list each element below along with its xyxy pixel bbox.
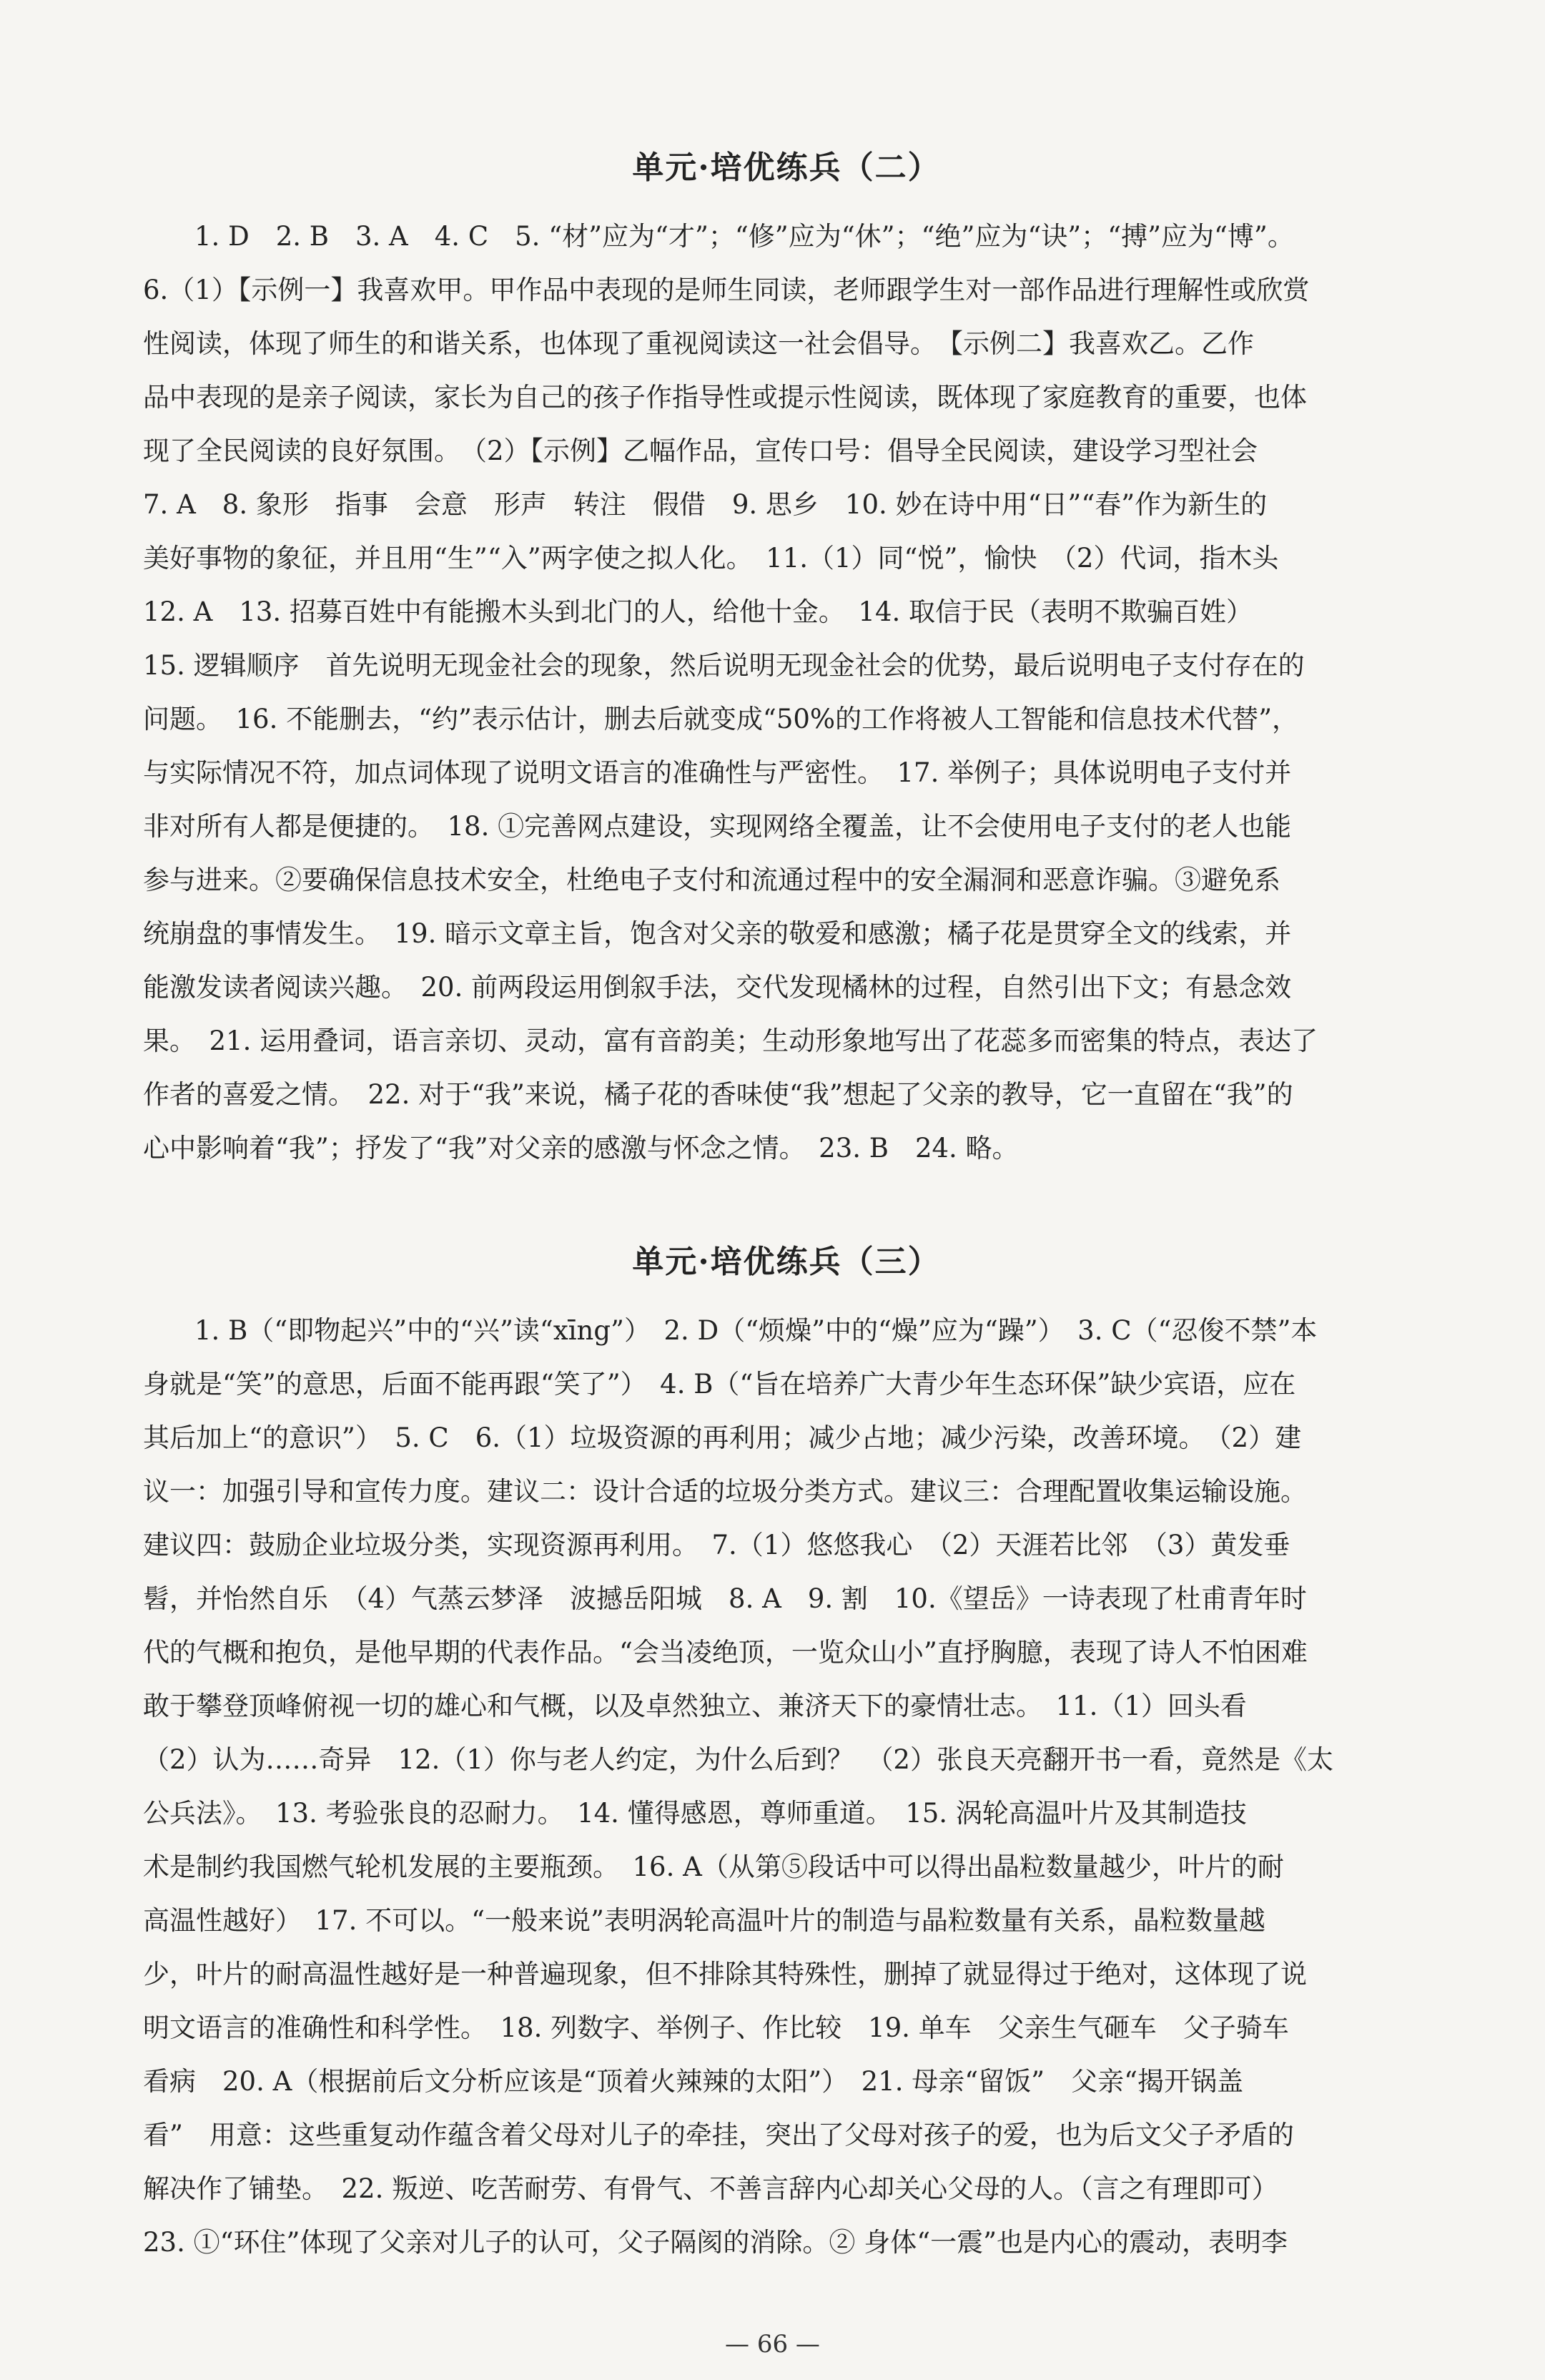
answer-line: 解决作了铺垫。 22. 叛逆、吃苦耐劳、有骨气、不善言辞内心却关心父母的人。（言之有理即可） — [143, 2173, 1278, 2204]
answer-line: 公兵法》。 13. 考验张良的忍耐力。 14. 懂得感恩，尊师重道。 15. 涡轮高温叶片及其制造技 — [143, 1798, 1247, 1829]
answer-line: 髫，并怡然自乐 （4）气蒸云梦泽 波撼岳阳城 8. A 9. 割 10.《望岳》一诗表现了杜甫青年时 — [143, 1583, 1307, 1614]
answer-line: 看” 用意：这些重复动作蕴含着父母对儿子的牵挂，突出了父母对孩子的爱，也为后文父子矛盾的 — [143, 2120, 1294, 2150]
answer-line: 身就是“笑”的意思，后面不能再跟“笑了”） 4. B（“旨在培养广大青少年生态环保”缺少宾语，应在 — [143, 1369, 1296, 1400]
answer-line: 议一：加强引导和宣传力度。建议二：设计合适的垃圾分类方式。建议三：合理配置收集运输设施。 — [143, 1476, 1307, 1507]
answer-line: 1. D 2. B 3. A 4. C 5. “材”应为“才”；“修”应为“休”；“绝”应为“诀”；“搏”应为“博”。 — [194, 221, 1294, 252]
section-unit-practice-2 — [143, 147, 1430, 1175]
answer-line: 美好事物的象征，并且用“生”“入”两字使之拟人化。 11.（1）同“悦”，愉快 （2）代词，指木头 — [143, 543, 1279, 574]
answer-block — [143, 1304, 1430, 2269]
answer-line: 1. B（“即物起兴”中的“兴”读“xīng”） 2. D（“烦燥”中的“燥”应为“躁”） 3. C（“忍俊不禁”本 — [194, 1315, 1318, 1346]
answer-line: 建议四：鼓励企业垃圾分类，实现资源再利用。 7.（1）悠悠我心 （2）天涯若比邻 （3）黄发垂 — [143, 1530, 1290, 1560]
answer-line: 7. A 8. 象形 指事 会意 形声 转注 假借 9. 思乡 10. 妙在诗中用“日”“春”作为新生的 — [143, 489, 1268, 520]
answer-line: 能激发读者阅读兴趣。 20. 前两段运用倒叙手法，交代发现橘林的过程，自然引出下文；有悬念效 — [143, 972, 1292, 1003]
answer-line: 明文语言的准确性和科学性。 18. 列数字、举例子、作比较 19. 单车 父亲生气砸车 父子骑车 — [143, 2012, 1289, 2043]
answer-line: 心中影响着“我”；抒发了“我”对父亲的感激与怀念之情。 23. B 24. 略。 — [143, 1133, 1019, 1164]
section-unit-practice-3 — [143, 1241, 1430, 2269]
answer-line: 少，叶片的耐高温性越好是一种普遍现象，但不排除其特殊性，删掉了就显得过于绝对，这体现了说 — [143, 1959, 1307, 1990]
answer-line: 看病 20. A（根据前后文分析应该是“顶着火辣辣的太阳”） 21. 母亲“留饭” 父亲“揭开锅盖 — [143, 2066, 1244, 2097]
answer-line: 高温性越好） 17. 不可以。“一般来说”表明涡轮高温叶片的制造与晶粒数量有关系，晶粒数量越 — [143, 1905, 1265, 1936]
answer-line: 23. ①“环住”体现了父亲对儿子的认可，父子隔阂的消除。② 身体“一震”也是内心的震动，表明李 — [143, 2227, 1288, 2258]
answer-line: 非对所有人都是便捷的。 18. ①完善网点建设，实现网络全覆盖，让不会使用电子支付的老人也能 — [143, 811, 1292, 842]
answer-line: 代的气概和抱负，是他早期的代表作品。“会当凌绝顶，一览众山小”直抒胸臆，表现了诗人不怕困难 — [143, 1637, 1308, 1668]
answer-line: 品中表现的是亲子阅读，家长为自己的孩子作指导性或提示性阅读，既体现了家庭教育的重要，也体 — [143, 382, 1307, 413]
answer-line: 15. 逻辑顺序 首先说明无现金社会的现象，然后说明无现金社会的优势，最后说明电子支付存在的 — [143, 650, 1305, 681]
answer-line: （2）认为……奇异 12.（1）你与老人约定，为什么后到？ （2）张良天亮翻开书一看，竟然是《太 — [143, 1744, 1333, 1775]
section-title: 单元·培优练兵（三） — [632, 1244, 941, 1280]
answer-line: 现了全民阅读的良好氛围。 （2）【示例】乙幅作品，宣传口号：倡导全民阅读，建设学习型社会 — [143, 436, 1258, 466]
answer-line: 敢于攀登顶峰俯视一切的雄心和气概，以及卓然独立、兼济天下的豪情壮志。 11.（1）回头看 — [143, 1691, 1247, 1721]
answer-block — [143, 210, 1430, 1175]
answer-line: 参与进来。②要确保信息技术安全，杜绝电子支付和流通过程中的安全漏洞和恶意诈骗。③避免系 — [143, 865, 1280, 895]
answer-line: 与实际情况不符，加点词体现了说明文语言的准确性与严密性。 17. 举例子；具体说明电子支付并 — [143, 757, 1292, 788]
page-number: — 66 — — [725, 2330, 820, 2359]
answer-line: 统崩盘的事情发生。 19. 暗示文章主旨，饱含对父亲的敬爱和感激；橘子花是贯穿全文的线索，并 — [143, 918, 1292, 949]
section-title: 单元·培优练兵（二） — [632, 149, 941, 186]
answer-line: 果。 21. 运用叠词，语言亲切、灵动，富有音韵美；生动形象地写出了花蕊多而密集的特点，表达了 — [143, 1026, 1318, 1056]
answer-line: 问题。 16. 不能删去，“约”表示估计，删去后就变成“50%的工作将被人工智能和信息技术代替”， — [143, 704, 1299, 734]
answer-line: 12. A 13. 招募百姓中有能搬木头到北门的人，给他十金。 14. 取信于民（表明不欺骗百姓） — [143, 596, 1253, 627]
answer-line: 术是制约我国燃气轮机发展的主要瓶颈。 16. A（从第⑤段话中可以得出晶粒数量越少，叶片的耐 — [143, 1852, 1284, 1882]
answer-line: 性阅读，体现了师生的和谐关系，也体现了重视阅读这一社会倡导。 【示例二】我喜欢乙。乙作 — [143, 328, 1254, 359]
answer-line: 6.（1）【示例一】我喜欢甲。甲作品中表现的是师生同读，老师跟学生对一部作品进行理解性或欣赏 — [143, 275, 1310, 305]
answer-line: 其后加上“的意识”） 5. C 6.（1）垃圾资源的再利用；减少占地；减少污染，改善环境。 （2）建 — [143, 1422, 1302, 1453]
answer-line: 作者的喜爱之情。 22. 对于“我”来说，橘子花的香味使“我”想起了父亲的教导，它一直留在“我”的 — [143, 1079, 1293, 1110]
